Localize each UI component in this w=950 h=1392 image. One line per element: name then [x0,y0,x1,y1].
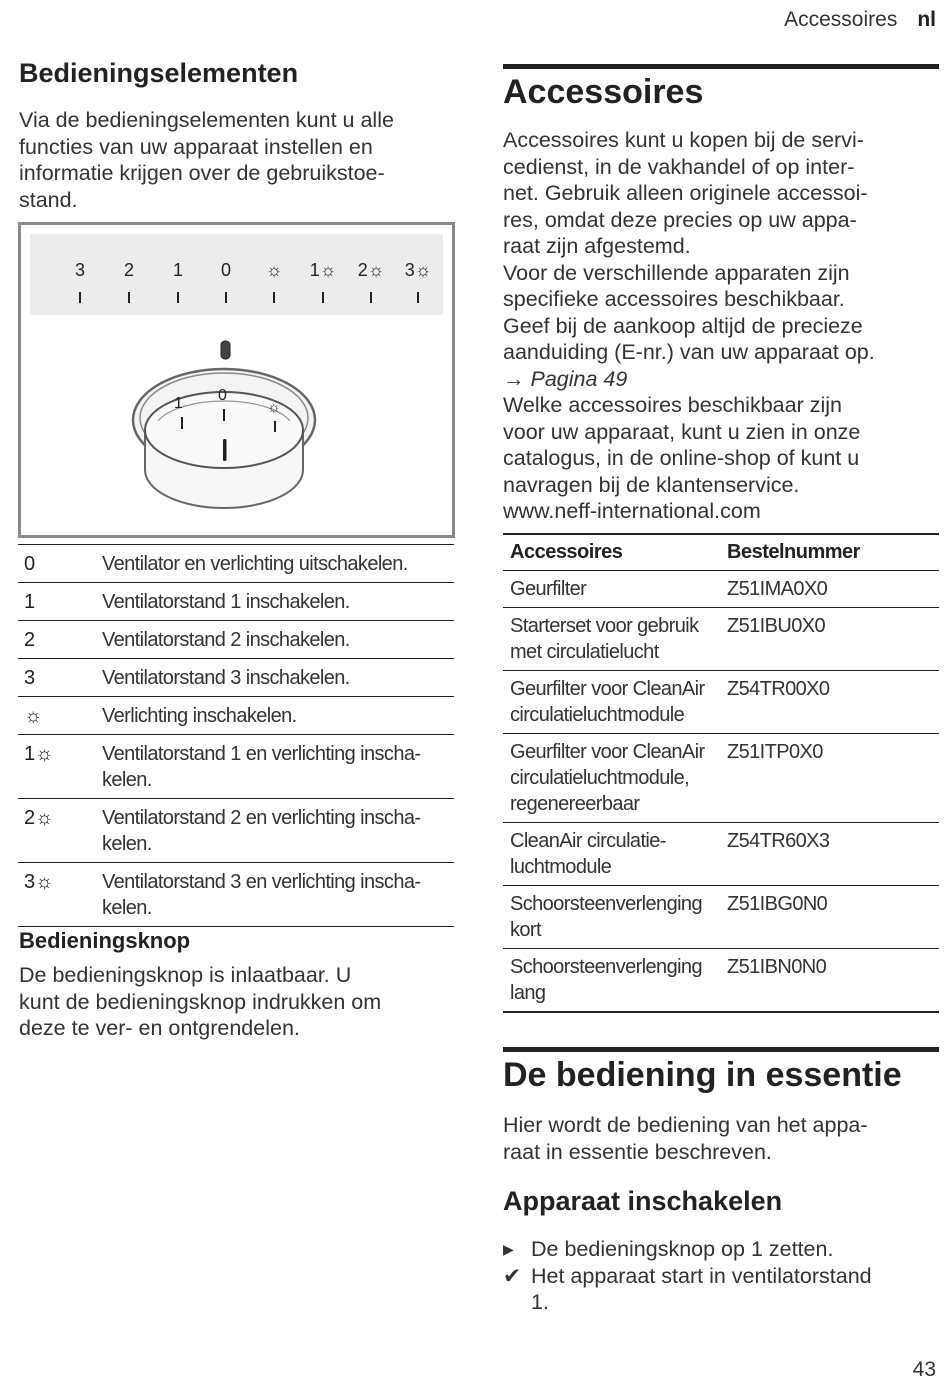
symbol-cell: 1 [18,583,102,621]
knob-drawing [21,225,452,535]
text-line: raat in essentie beschreven. [503,1139,772,1164]
accessory-name-line: Geurfilter voor CleanAir [510,741,705,763]
website-link[interactable]: www.neff-international.com [503,499,761,523]
knob-label: 1 [174,395,183,412]
accessory-name-line: Geurfilter voor CleanAir [510,678,705,700]
result-check-icon: ✔ [503,1263,522,1288]
accessory-name-line: circulatieluchtmodule, [510,767,690,789]
heading-accessoires: Accessoires [503,73,704,111]
text-line: Voor de verschillende apparaten zijn [503,260,850,285]
description-cell [102,583,454,621]
step-continuation: 1. [531,1290,549,1314]
step-text: Het apparaat start in ventilatorstand [531,1263,872,1288]
heading-bediening: De bediening in essentie [503,1056,902,1094]
table-row [18,863,454,927]
accessoires-paragraph [503,127,875,525]
accessory-name-cell [503,823,720,886]
essentie-paragraph [503,1112,868,1165]
accessory-name-line: Schoorsteenverlenging [510,893,702,915]
accessory-name-line: Schoorsteenverlenging [510,956,702,978]
heading-apparaat-inschakelen: Apparaat inschakelen [503,1186,783,1216]
description-line: kelen. [102,769,152,791]
symbol-cell: ☼ [18,697,102,735]
header-section: Accessoires [784,8,898,31]
table-row [503,734,939,823]
table-row [18,799,454,863]
symbol-cell: 1☼ [18,735,102,799]
heading-bedieningselementen: Bedieningselementen [19,58,299,88]
text-line: res, omdat deze precies op uw appa- [503,207,857,232]
description-line: kelen. [102,833,152,855]
accessory-name-line: regenereerbaar [510,793,640,815]
accessory-name-cell [503,671,720,734]
section-rule [503,64,939,69]
knob-label: 0 [218,387,227,404]
intro-line: stand. [19,187,78,212]
description-line: Ventilatorstand 3 en verlichting inscha- [102,871,421,893]
steps-list [503,1236,872,1316]
description-line: Verlichting inschakelen. [102,705,297,727]
table-row [18,545,454,583]
symbol-cell: 2 [18,621,102,659]
symbol-cell: 2☼ [18,799,102,863]
symbol-table-body [18,545,454,927]
step-arrow-icon: ▸ [503,1237,514,1261]
accessories-table-body [503,571,939,1013]
list-item [503,1236,872,1263]
accessory-name-cell [503,571,720,608]
column-header: Bestelnummer [720,534,939,571]
control-panel-figure [18,222,455,538]
table-row [18,735,454,799]
accessory-name-cell [503,886,720,949]
table-header-row [503,534,939,571]
accessories-table [503,533,939,1013]
scale-light-icon: ☼ [265,260,283,280]
table-row [503,671,939,734]
order-number-cell: Z54TR60X3 [720,823,939,886]
text-line: Accessoires kunt u kopen bij de servi- [503,128,864,152]
accessory-name-line: met circulatielucht [510,641,659,663]
order-number-cell: Z51IBU0X0 [720,608,939,671]
order-number-cell: Z51IMA0X0 [720,571,939,608]
page-reference-link[interactable]: → Pagina 49 [503,366,628,391]
description-line: Ventilatorstand 1 en verlichting inscha- [102,743,421,765]
intro-line: informatie krijgen over de gebruikstoe- [19,161,385,185]
accessory-name-cell [503,949,720,1013]
accessory-name-line: kort [510,919,541,941]
symbol-cell: 0 [18,545,102,583]
knob-line: kunt de bedieningsknop indrukken om [19,989,382,1014]
description-line: Ventilatorstand 1 inschakelen. [102,591,350,613]
description-line: Ventilator en verlichting uitschakelen. [102,553,408,575]
description-line: Ventilatorstand 3 inschakelen. [102,667,350,689]
intro-line: Via de bedieningselementen kunt u alle [19,108,394,132]
description-line: Ventilatorstand 2 en verlichting inscha- [102,807,421,829]
scale-label: 2 [123,260,134,280]
text-line: cedienst, in de vakhandel of op inter- [503,154,855,179]
column-header: Accessoires [503,534,720,571]
accessory-name-cell [503,608,720,671]
text-line: Welke accessoires beschikbaar zijn [503,393,842,417]
table-row [503,571,939,608]
header-language: nl [917,8,936,31]
description-cell [102,735,454,799]
order-number-cell: Z51IBG0N0 [720,886,939,949]
symbol-cell: 3 [18,659,102,697]
scale-label: 1☼ [309,260,337,280]
accessory-name-line: lang [510,982,546,1004]
description-cell [102,799,454,863]
scale-label: 2☼ [357,260,385,280]
knob-line: De bedieningsknop is inlaatbaar. U [19,963,352,987]
symbol-table [18,544,454,927]
description-cell [102,545,454,583]
symbol-cell: 3☼ [18,863,102,927]
text-line: Hier wordt de bediening van het appa- [503,1113,868,1137]
text-line: raat zijn afgestemd. [503,234,691,258]
text-line: navragen bij de klantenservice. [503,472,800,497]
text-line: catalogus, in de online-shop of kunt u [503,446,860,470]
table-row [503,823,939,886]
accessory-name-line: Geurfilter [510,578,587,600]
knob-line: deze te ver- en ontgrendelen. [19,1016,300,1040]
text-line: net. Gebruik alleen originele accessoi- [503,181,868,205]
text-line: Geef bij de aankoop altijd de precieze [503,313,863,338]
scale-label: 3☼ [404,260,432,280]
knob-light-icon: ☼ [267,399,281,416]
page-header [784,8,936,32]
accessory-name-line: circulatieluchtmodule [510,704,685,726]
text-line: specifieke accessoires beschikbaar. [503,287,845,311]
text-line: voor uw apparaat, kunt u zien in onze [503,419,861,444]
description-cell [102,621,454,659]
description-cell [102,697,454,735]
accessory-name-line: luchtmodule [510,856,612,878]
description-cell [102,659,454,697]
table-row [18,583,454,621]
scale-label: 0 [220,260,231,280]
section-rule [503,1047,939,1052]
order-number-cell: Z51ITP0X0 [720,734,939,823]
order-number-cell: Z54TR00X0 [720,671,939,734]
accessory-name-cell [503,734,720,823]
intro-paragraph [19,107,394,213]
table-row [18,659,454,697]
table-row [503,886,939,949]
text-line: aanduiding (E-nr.) van uw apparaat op. [503,340,875,364]
table-row [18,697,454,735]
scale-label: 1 [172,260,183,280]
intro-line: functies van uw apparaat instellen en [19,134,373,159]
description-line: Ventilatorstand 2 inschakelen. [102,629,350,651]
table-row [503,949,939,1013]
order-number-cell: Z51IBN0N0 [720,949,939,1013]
page-number: 43 [912,1358,936,1381]
description-cell [102,863,454,927]
table-row [18,621,454,659]
description-line: kelen. [102,897,152,919]
table-row [503,608,939,671]
knob-paragraph [19,962,381,1042]
accessory-name-line: Starterset voor gebruik [510,615,699,637]
accessory-name-line: CleanAir circulatie- [510,830,666,852]
list-item [503,1263,872,1290]
heading-bedieningsknop: Bedieningsknop [19,928,191,953]
scale-label: 3 [74,260,85,280]
step-text: De bedieningsknop op 1 zetten. [531,1237,834,1261]
